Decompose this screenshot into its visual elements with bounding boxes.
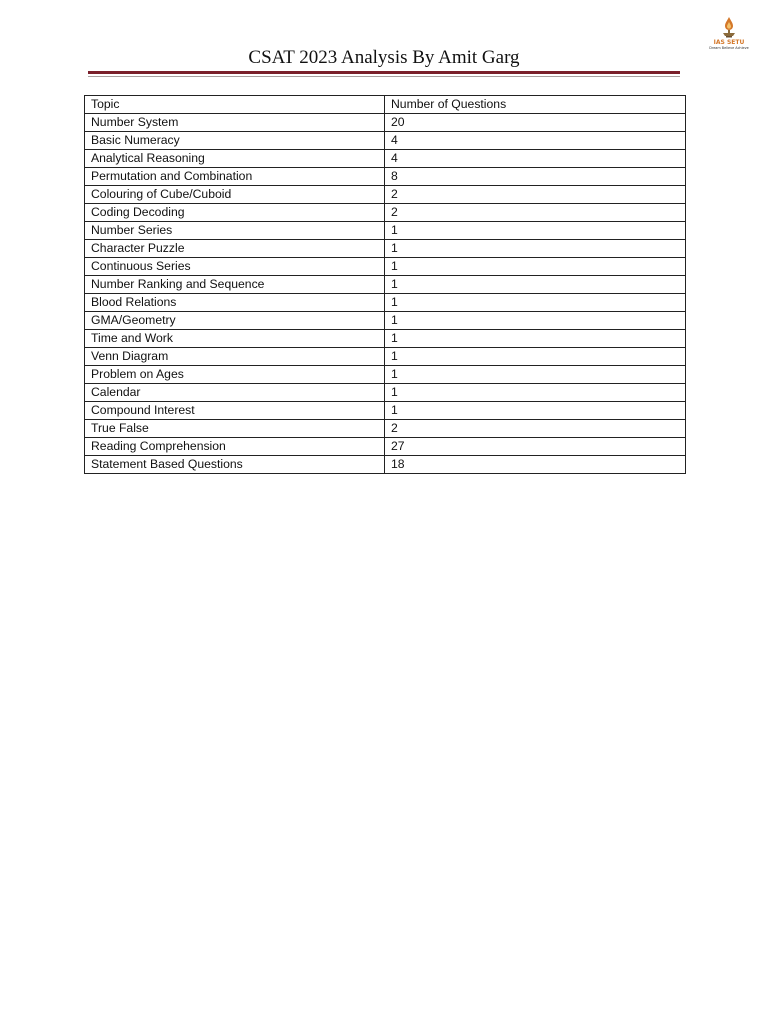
topic-cell: Number Ranking and Sequence [85, 276, 385, 294]
table-row [85, 186, 686, 204]
table-row [85, 366, 686, 384]
table-row [85, 420, 686, 438]
topic-cell: Permutation and Combination [85, 168, 385, 186]
topic-cell: Venn Diagram [85, 348, 385, 366]
question-count-cell: 1 [385, 312, 686, 330]
topic-cell: Character Puzzle [85, 240, 385, 258]
topic-cell: Blood Relations [85, 294, 385, 312]
table-row [85, 384, 686, 402]
table-row [85, 132, 686, 150]
question-count-cell: 20 [385, 114, 686, 132]
table-row [85, 456, 686, 474]
question-count-cell: 2 [385, 204, 686, 222]
table-row [85, 312, 686, 330]
topic-cell: Reading Comprehension [85, 438, 385, 456]
header-count: Number of Questions [385, 96, 686, 114]
question-count-cell: 2 [385, 186, 686, 204]
question-count-cell: 1 [385, 366, 686, 384]
ias-setu-logo [706, 16, 752, 62]
logo-tagline: Dream Believe Achieve [709, 46, 749, 50]
table-row [85, 258, 686, 276]
table-row [85, 348, 686, 366]
lamp-logo-icon [720, 16, 738, 38]
question-count-cell: 1 [385, 348, 686, 366]
table-row [85, 150, 686, 168]
topic-cell: Analytical Reasoning [85, 150, 385, 168]
topic-cell: Continuous Series [85, 258, 385, 276]
table-row [85, 204, 686, 222]
topic-cell: Basic Numeracy [85, 132, 385, 150]
table-row [85, 402, 686, 420]
topic-cell: GMA/Geometry [85, 312, 385, 330]
table-row [85, 276, 686, 294]
question-count-cell: 1 [385, 294, 686, 312]
table-row [85, 330, 686, 348]
question-count-cell: 27 [385, 438, 686, 456]
topic-cell: Time and Work [85, 330, 385, 348]
table-row [85, 438, 686, 456]
topic-cell: Number System [85, 114, 385, 132]
question-count-cell: 1 [385, 330, 686, 348]
question-count-cell: 8 [385, 168, 686, 186]
question-count-cell: 1 [385, 384, 686, 402]
question-count-cell: 2 [385, 420, 686, 438]
question-count-cell: 1 [385, 402, 686, 420]
topic-cell: Colouring of Cube/Cuboid [85, 186, 385, 204]
question-count-cell: 1 [385, 240, 686, 258]
question-count-cell: 4 [385, 150, 686, 168]
header-topic: Topic [85, 96, 385, 114]
question-count-cell: 1 [385, 222, 686, 240]
title-rule [88, 71, 680, 74]
question-count-cell: 18 [385, 456, 686, 474]
topic-cell: Coding Decoding [85, 204, 385, 222]
topic-cell: Problem on Ages [85, 366, 385, 384]
table-row [85, 222, 686, 240]
table-row [85, 294, 686, 312]
logo-name: IAS SETU [713, 39, 745, 46]
table-header-row [85, 96, 686, 114]
table-row [85, 240, 686, 258]
question-count-cell: 4 [385, 132, 686, 150]
question-count-cell: 1 [385, 276, 686, 294]
csat-topic-table [84, 95, 686, 474]
topic-cell: Number Series [85, 222, 385, 240]
topic-cell: Calendar [85, 384, 385, 402]
page-title: CSAT 2023 Analysis By Amit Garg [248, 47, 520, 68]
table-row [85, 168, 686, 186]
title-rule-secondary [88, 76, 680, 77]
question-count-cell: 1 [385, 258, 686, 276]
topic-cell: Compound Interest [85, 402, 385, 420]
topic-cell: Statement Based Questions [85, 456, 385, 474]
topic-cell: True False [85, 420, 385, 438]
table-row [85, 114, 686, 132]
